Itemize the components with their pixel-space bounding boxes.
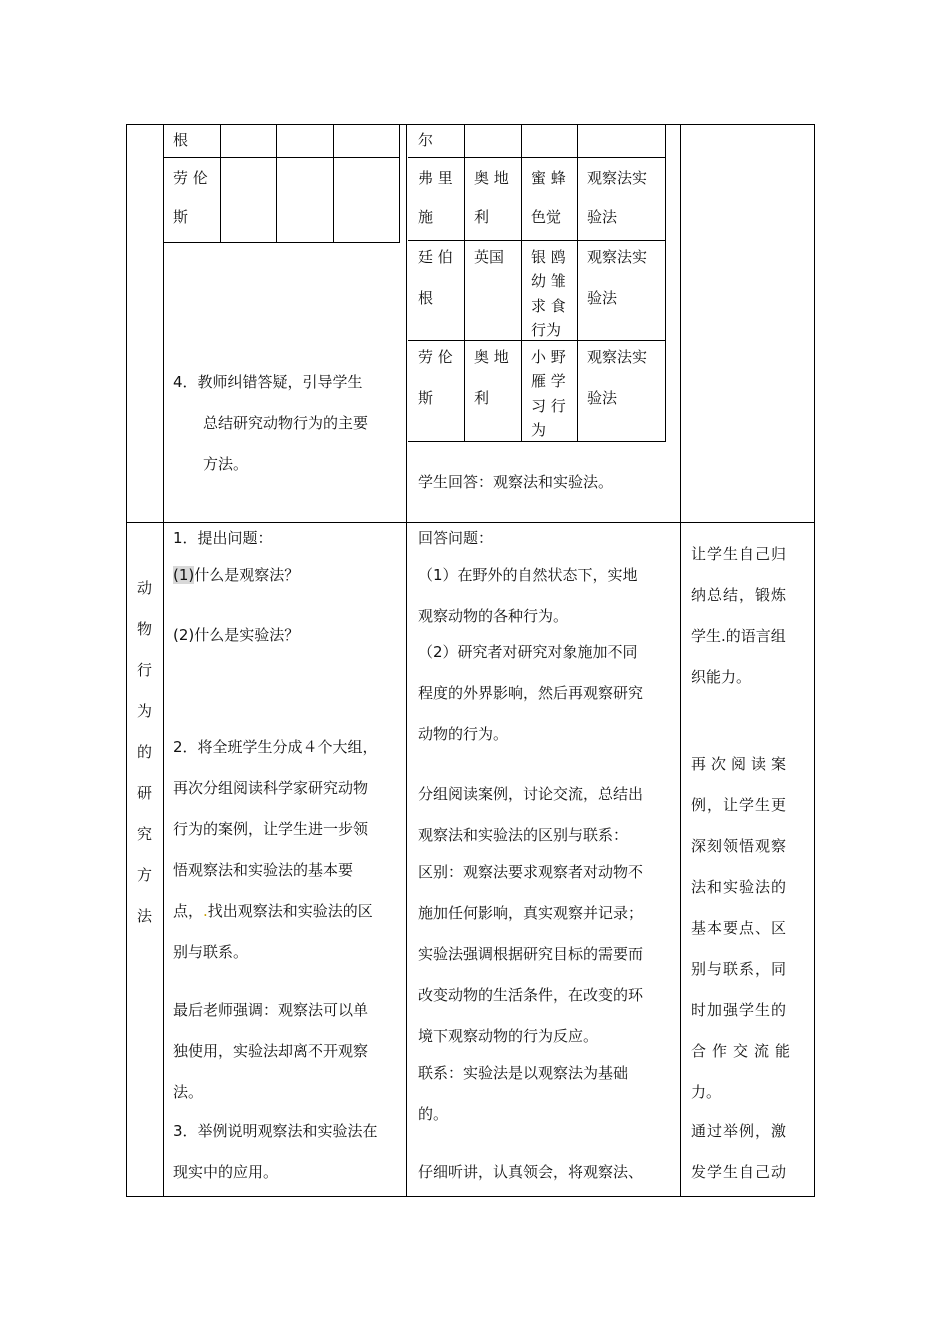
purpose-line: 时加强学生的 bbox=[691, 1001, 788, 1019]
right-table-research-cell: 行为 bbox=[531, 321, 562, 339]
teacher-question-1: (1)什么是观察法？ bbox=[173, 566, 300, 584]
section-title-char: 行 bbox=[137, 661, 153, 679]
purpose-line: 让学生自己归 bbox=[691, 545, 788, 563]
right-table-research-cell: 小 野 bbox=[531, 348, 566, 366]
student-line: 观察动物的各种行为。 bbox=[418, 607, 569, 625]
section-title-char: 的 bbox=[137, 743, 153, 761]
right-table-country-cell: 奥 地 bbox=[474, 348, 509, 366]
student-line: 分组阅读案例，讨论交流，总结出 bbox=[418, 785, 644, 803]
purpose-line: 力。 bbox=[691, 1083, 722, 1101]
purpose-line: 再次阅读案 bbox=[691, 755, 792, 773]
teacher-line: 悟观察法和实验法的基本要 bbox=[173, 861, 354, 879]
right-table-method-cell: 观察法实 bbox=[587, 248, 648, 266]
student-line: （1）在野外的自然状态下，实地 bbox=[418, 566, 638, 584]
teacher-line: 法。 bbox=[173, 1083, 204, 1101]
right-table-method-cell: 观察法实 bbox=[587, 348, 648, 366]
purpose-line: 别与联系，同 bbox=[691, 960, 788, 978]
purpose-line: 合作交流能 bbox=[691, 1042, 797, 1060]
right-table-country-cell: 利 bbox=[474, 389, 490, 407]
left-table-name-cell: 劳 伦 bbox=[173, 169, 208, 187]
student-line: 动物的行为。 bbox=[418, 725, 509, 743]
section-title-char: 为 bbox=[137, 702, 153, 720]
teacher-line: 3．举例说明观察法和实验法在 bbox=[173, 1122, 378, 1140]
right-table-method-cell: 验法 bbox=[587, 208, 618, 226]
purpose-line: 法和实验法的 bbox=[691, 878, 788, 896]
section-title-char: 方 bbox=[137, 866, 153, 884]
right-table-name-cell: 劳 伦 bbox=[418, 348, 453, 366]
teacher-line: 1．提出问题： bbox=[173, 529, 273, 547]
right-table-name-cell: 根 bbox=[418, 289, 434, 307]
right-table-name-cell: 施 bbox=[418, 208, 434, 226]
col-divider-1 bbox=[163, 124, 164, 1197]
highlight-mark: (1) bbox=[173, 566, 195, 584]
purpose-line: 通过举例，激 bbox=[691, 1122, 788, 1140]
right-table-research-cell: 蜜 蜂 bbox=[531, 169, 566, 187]
right-table-country-cell: 利 bbox=[474, 208, 490, 226]
teacher-line: 点，.找出观察法和实验法的区 bbox=[173, 902, 373, 920]
teacher-question-2: (2)什么是实验法？ bbox=[173, 626, 300, 644]
right-table-research-cell: 为 bbox=[531, 421, 547, 439]
student-line: 联系：实验法是以观察法为基础 bbox=[418, 1064, 629, 1082]
col-divider-3 bbox=[680, 124, 681, 1197]
teacher-line: 独使用，实验法却离不开观察 bbox=[173, 1042, 369, 1060]
outer-left-border bbox=[126, 124, 127, 1197]
purpose-line: 例，让学生更 bbox=[691, 796, 788, 814]
section-title-char: 研 bbox=[137, 784, 153, 802]
left-table-name-cell: 斯 bbox=[173, 208, 189, 226]
teacher-step-4-line: 方法。 bbox=[203, 455, 249, 473]
student-line: 观察法和实验法的区别与联系： bbox=[418, 826, 629, 844]
left-table-name-cell: 根 bbox=[173, 131, 189, 149]
purpose-line: 发学生自己动 bbox=[691, 1163, 788, 1181]
right-table-method-cell: 观察法实 bbox=[587, 169, 648, 187]
student-line: 施加任何影响，真实观察并记录； bbox=[418, 904, 644, 922]
right-table-research-cell: 幼 雏 bbox=[531, 272, 566, 290]
right-table-name-cell: 廷 伯 bbox=[418, 248, 453, 266]
teacher-step-4-line: 总结研究动物行为的主要 bbox=[203, 414, 369, 432]
student-line: 改变动物的生活条件，在改变的环 bbox=[418, 986, 644, 1004]
student-line: 回答问题： bbox=[418, 529, 494, 547]
right-table-research-cell: 雁 学 bbox=[531, 372, 566, 390]
student-line: 的。 bbox=[418, 1105, 449, 1123]
right-table-country-cell: 英国 bbox=[474, 248, 505, 266]
student-line: 实验法强调根据研究目标的需要而 bbox=[418, 945, 644, 963]
purpose-line: 纳总结，锻炼 bbox=[691, 586, 788, 604]
right-table-country-cell: 奥 地 bbox=[474, 169, 509, 187]
section-title-char: 物 bbox=[137, 620, 153, 638]
right-table-research-cell: 求 食 bbox=[531, 297, 566, 315]
right-table-research-cell: 银 鸥 bbox=[531, 248, 566, 266]
student-line: （2）研究者对研究对象施加不同 bbox=[418, 643, 638, 661]
section-title-char: 法 bbox=[137, 907, 153, 925]
outer-bottom-border bbox=[126, 1196, 815, 1197]
purpose-line: 学生.的语言组 bbox=[691, 627, 786, 645]
teacher-line: 再次分组阅读科学家研究动物 bbox=[173, 779, 369, 797]
purpose-line: 基本要点、区 bbox=[691, 919, 788, 937]
right-table-name-cell: 尔 bbox=[418, 131, 434, 149]
section-title-char: 究 bbox=[137, 825, 153, 843]
student-line: 境下观察动物的行为反应。 bbox=[418, 1027, 599, 1045]
right-table-name-cell: 斯 bbox=[418, 389, 434, 407]
student-line: 程度的外界影响，然后再观察研究 bbox=[418, 684, 644, 702]
student-line: 仔细听讲，认真领会，将观察法、 bbox=[418, 1163, 644, 1181]
section-title-char: 动 bbox=[137, 579, 153, 597]
student-line: 区别：观察法要求观察者对动物不 bbox=[418, 863, 644, 881]
right-table-research-cell: 习 行 bbox=[531, 397, 566, 415]
col-divider-2 bbox=[406, 124, 407, 1197]
outer-right-border bbox=[814, 124, 815, 1197]
teacher-line: 行为的案例，让学生进一步领 bbox=[173, 820, 369, 838]
row-divider bbox=[126, 522, 815, 523]
right-table-research-cell: 色觉 bbox=[531, 208, 562, 226]
teacher-line: 现实中的应用。 bbox=[173, 1163, 279, 1181]
teacher-step-4-line: 4．教师纠错答疑，引导学生 bbox=[173, 373, 363, 391]
right-table-name-cell: 弗 里 bbox=[418, 169, 453, 187]
purpose-line: 深刻领悟观察 bbox=[691, 837, 788, 855]
teacher-line: 最后老师强调：观察法可以单 bbox=[173, 1001, 369, 1019]
right-table-method-cell: 验法 bbox=[587, 389, 618, 407]
right-table-method-cell: 验法 bbox=[587, 289, 618, 307]
purpose-line: 织能力。 bbox=[691, 668, 752, 686]
teacher-line: 2．将全班学生分成４个大组， bbox=[173, 738, 378, 756]
student-answer-text: 学生回答：观察法和实验法。 bbox=[418, 473, 614, 491]
teacher-line: 别与联系。 bbox=[173, 943, 249, 961]
